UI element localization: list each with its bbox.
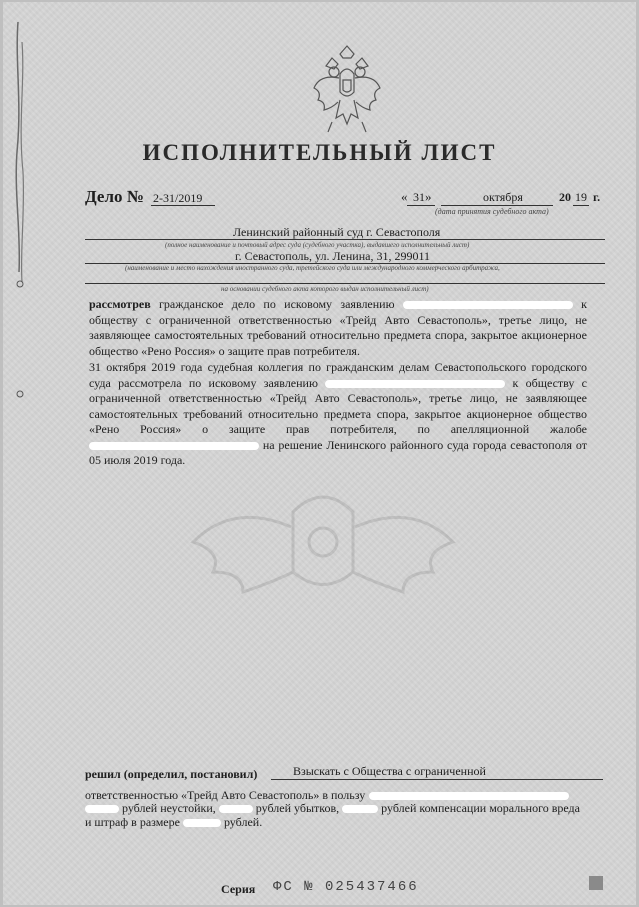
redacted-amount-losses <box>219 805 253 813</box>
court-name: Ленинский районный суд г. Севастополя <box>233 225 441 239</box>
para2-text-end: на решение Ленинского районного суда города севастополя от 05 июля 2019 года. <box>89 437 587 467</box>
date-day: 31 <box>413 190 425 204</box>
para2-text-middle: к обществу с ограниченной ответственностью «Трейд Авто Севастополь», третье лицо, не заявляющее самостоятельных требований относительно предмета спора, закрытое акционерное общество «Рено Россия» о защите прав потребителя, по апелляционной жалобе <box>89 375 587 436</box>
court-name-underline <box>85 239 605 240</box>
date-quote-close: » <box>425 189 432 204</box>
redacted-amount-moral <box>342 805 378 813</box>
resolution-line-3: рублей неустойки, рублей убытков, рублей компенсации морального вреда <box>85 801 580 816</box>
resolution-line-2: ответственностью «Трейд Авто Севастополь» в пользу <box>85 788 569 803</box>
blank-line <box>85 283 605 284</box>
coat-of-arms-icon <box>310 44 384 140</box>
date-month: октября <box>483 190 523 204</box>
date-year-unit: г. <box>593 190 601 204</box>
case-number: 2-31/2019 <box>153 191 203 205</box>
considered-label: рассмотрев <box>89 297 151 311</box>
date-quote-open: « <box>401 189 408 204</box>
redacted-appellant <box>89 442 259 450</box>
court-caption: (полное наименование и почтовый адрес суда (судебного участка), выдавшего исполнительный лист) <box>165 241 470 249</box>
case-number-underline <box>151 205 215 206</box>
date-day-underline <box>407 205 435 206</box>
watermark-emblem-icon <box>173 472 473 622</box>
paragraph-case-subject <box>89 297 587 359</box>
corner-mark <box>589 876 603 890</box>
document-title: ИСПОЛНИТЕЛЬНЫЙ ЛИСТ <box>142 140 497 165</box>
redacted-amount-fine <box>183 819 221 827</box>
basis-caption: на основании судебного акта которого выдан исполнительный лист) <box>221 285 429 293</box>
date-year-suffix: 19 <box>575 190 587 204</box>
para2-text-start: 31 октября 2019 года судебная коллегия по гражданским делам Севастопольского городского суда рассмотрела по исковому заявлению <box>89 360 587 390</box>
redacted-beneficiary <box>369 792 569 800</box>
redacted-plaintiff <box>403 301 573 309</box>
resolution-underline <box>271 779 603 780</box>
paragraph-appeal <box>89 360 587 469</box>
resolution-line-1: Взыскать с Общества с ограниченной <box>293 764 486 778</box>
resolution-label: решил (определил, постановил) <box>85 767 258 781</box>
date-year-prefix: 20 <box>559 190 571 204</box>
document-sheet <box>3 2 636 905</box>
resolution-line-4: и штраф в размере рублей. <box>85 815 263 829</box>
para1-text-end: к обществу с ограниченной ответственностью «Трейд Авто Севастополь», третье лицо, не заявляющее самостоятельных требований относительно предмета спора, закрытое акционерное общество «Рено Россия» о защите прав потребителя. <box>89 297 587 358</box>
date-caption: (дата принятия судебного акта) <box>435 207 549 216</box>
date-year-underline <box>573 205 589 206</box>
foreign-court-caption: (наименование и место нахождения иностранного суда, третейского суда или международного коммерческого арбитража, <box>125 264 500 272</box>
series-label: Серия <box>221 882 256 896</box>
date-month-underline <box>441 205 553 206</box>
redacted-plaintiff-2 <box>325 380 505 388</box>
binding-thread-icon <box>13 22 27 402</box>
para1-text-start: гражданское дело по исковому заявлению <box>150 297 403 311</box>
case-label: Дело № <box>85 187 144 206</box>
court-address: г. Севастополь, ул. Ленина, 31, 299011 <box>235 249 431 263</box>
series-number: ФС № 025437466 <box>273 879 419 895</box>
redacted-amount-penalty <box>85 805 119 813</box>
